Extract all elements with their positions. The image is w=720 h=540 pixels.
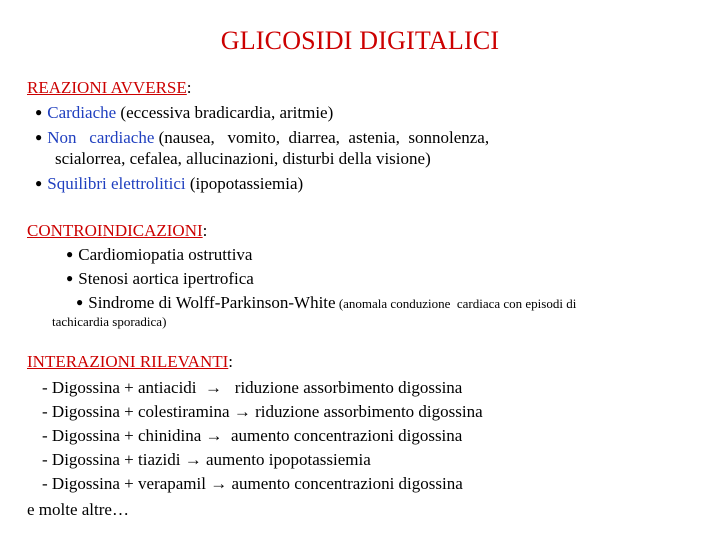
contra-item-1: ● Cardiomiopatia ostruttiva (66, 245, 253, 264)
slide-title: GLICOSIDI DIGITALICI (220, 26, 500, 55)
adverse-item-1: ● Cardiache (eccessiva bradicardia, aritmie) (35, 103, 334, 122)
interaction-item: - Digossina + antiacidi → riduzione assorbimento digossina (42, 378, 463, 397)
bullet-icon: ● (35, 176, 43, 190)
adverse-item-2: ● Non cardiache (nausea, vomito, diarrea, astenia, sonnolenza, (35, 128, 490, 147)
contra-item-3: ● Sindrome di Wolff-Parkinson-White (anomala conduzione cardiaca con episodi di (76, 293, 577, 312)
adverse-item-2-cont: scialorrea, cefalea, allucinazioni, disturbi della visione) (55, 149, 431, 168)
bullet-icon: ● (66, 271, 74, 285)
adverse-heading-line: REAZIONI AVVERSE: (27, 78, 192, 97)
interactions-heading: INTERAZIONI RILEVANTI (27, 352, 229, 371)
interactions-heading-line: INTERAZIONI RILEVANTI: (27, 352, 234, 371)
interaction-item: - Digossina + verapamil → aumento concentrazioni digossina (42, 474, 463, 493)
bullet-icon: ● (35, 130, 43, 144)
contra-note-cont: tachicardia sporadica) (52, 314, 167, 329)
adverse-item-3: ● Squilibri elettrolitici (ipopotassiemia) (35, 174, 304, 193)
interaction-item: - Digossina + tiazidi → aumento ipopotassiemia (42, 450, 371, 469)
interaction-item: - Digossina + chinidina → aumento concentrazioni digossina (42, 426, 463, 445)
bullet-icon: ● (76, 295, 84, 309)
contra-note: (anomala conduzione cardiaca con episodi di (335, 296, 577, 311)
bullet-icon: ● (66, 247, 74, 261)
adverse-heading: REAZIONI AVVERSE (27, 78, 187, 97)
closing-text: e molte altre… (27, 500, 129, 519)
interaction-item: - Digossina + colestiramina → riduzione assorbimento digossina (42, 402, 483, 421)
contra-item-2: ● Stenosi aortica ipertrofica (66, 269, 254, 288)
bullet-icon: ● (35, 105, 43, 119)
contra-heading-line: CONTROINDICAZIONI: (27, 221, 208, 240)
contra-heading: CONTROINDICAZIONI (27, 221, 203, 240)
